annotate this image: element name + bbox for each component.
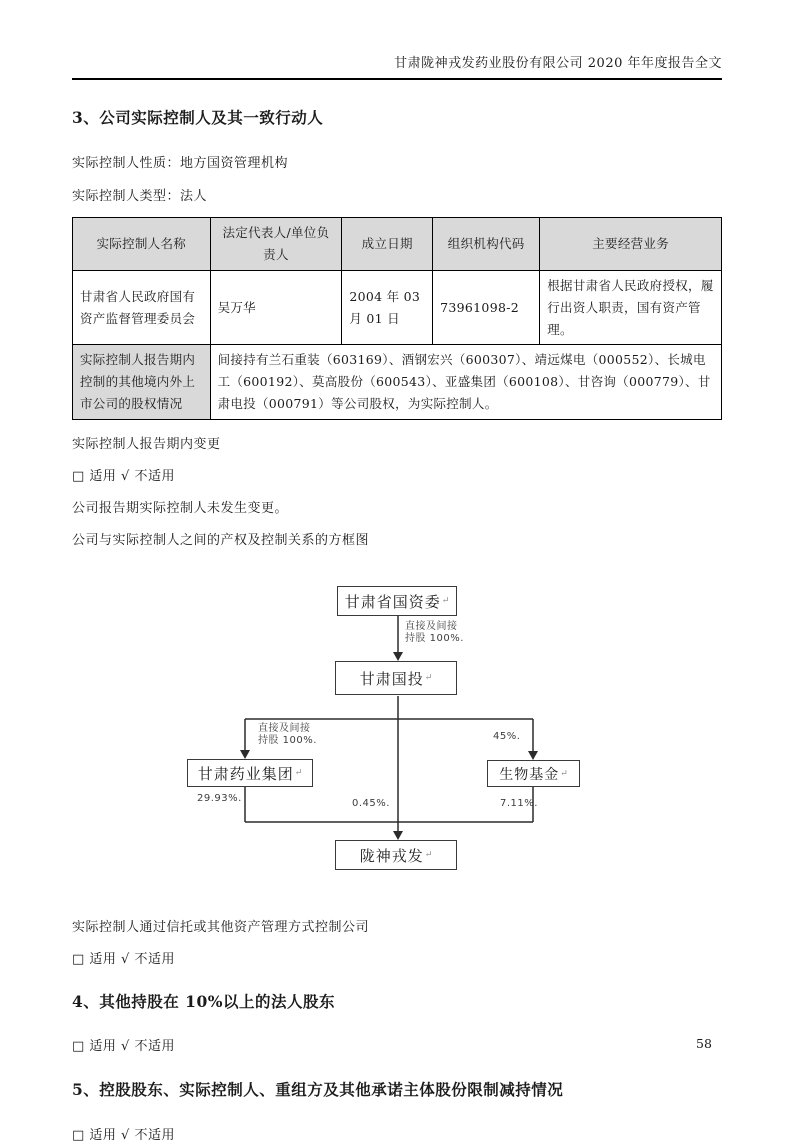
label-line: 直接及间接: [258, 723, 311, 734]
diagram-box-label: 陇神戎发: [359, 846, 424, 865]
col-header-legal-rep: 法定代表人/单位负责人: [210, 218, 342, 271]
applicable-line-2: □ 适用 √ 不适用: [72, 952, 175, 967]
col-header-founding-date: 成立日期: [342, 218, 433, 271]
diagram-label-top-holding: [405, 621, 464, 645]
diagram-label-left-holding: [258, 723, 317, 747]
diagram-label-29-93pct: 29.93%.: [197, 793, 242, 804]
col-header-org-code: 组织机构代码: [433, 218, 540, 271]
section4-heading: 4、其他持股在 10%以上的法人股东: [72, 992, 335, 1011]
col-header-main-business: 主要经营业务: [540, 218, 722, 271]
diagram-box-label: 生物基金: [499, 766, 560, 783]
cell-legal-rep: 吴万华: [210, 270, 342, 345]
cell-controller-name: 甘肃省人民政府国有资产监督管理委员会: [73, 270, 211, 345]
ownership-diagram: [72, 576, 722, 878]
page-number: 58: [696, 1036, 712, 1051]
diagram-label-45pct: 45%.: [493, 731, 521, 742]
return-mark: ↵: [560, 768, 568, 779]
label-line: 直接及间接: [405, 621, 458, 632]
report-header-title: 甘肃陇神戎发药业股份有限公司 2020 年年度报告全文: [72, 52, 722, 80]
return-mark: ↵: [424, 850, 433, 860]
controller-info-table: [72, 217, 722, 420]
return-mark: ↵: [424, 673, 433, 683]
diagram-label-0-45pct: 0.45%.: [352, 798, 390, 809]
return-mark: ↵: [441, 596, 450, 606]
section3-heading: 3、公司实际控制人及其一致行动人: [72, 108, 324, 127]
cell-other-holdings-label: 实际控制人报告期内控制的其他境内外上市公司的股权情况: [73, 345, 211, 420]
no-change-note: 公司报告期实际控制人未发生变更。: [72, 501, 289, 516]
cell-other-holdings-value: 间接持有兰石重装（603169）、酒钢宏兴（600307）、靖远煤电（000552）、长城电工（600192）、莫高股份（600543）、亚盛集团（600108）、甘咨询（000779）、甘肃电投（000791）等公司股权，为实际控制人。: [210, 345, 721, 420]
label-line: 持股 100%.: [258, 735, 317, 746]
return-mark: ↵: [294, 768, 303, 778]
controller-type-line: 实际控制人类型：法人: [72, 189, 208, 204]
table-row: [73, 345, 722, 420]
cell-main-business: 根据甘肃省人民政府授权，履行出资人职责，国有资产管理。: [540, 270, 722, 345]
diagram-box-gansu-guotou: [335, 661, 457, 695]
diagram-connector-lines: [72, 576, 722, 878]
trust-control-label: 实际控制人通过信托或其他资产管理方式控制公司: [72, 920, 370, 935]
diagram-box-gansu-pharma-group: [187, 759, 313, 787]
applicable-line-1: □ 适用 √ 不适用: [72, 469, 175, 484]
section5-heading: 5、控股股东、实际控制人、重组方及其他承诺主体股份限制减持情况: [72, 1080, 564, 1099]
cell-founding-date: 2004 年 03 月 01 日: [342, 270, 433, 345]
diagram-box-label: 甘肃国投: [359, 669, 424, 688]
diagram-box-label: 甘肃省国资委: [344, 592, 441, 611]
controller-nature-line: 实际控制人性质：地方国资管理机构: [72, 156, 289, 171]
applicable-line-3: □ 适用 √ 不适用: [72, 1039, 175, 1054]
table-header-row: [73, 218, 722, 271]
diagram-box-gansu-sasac: [337, 586, 457, 616]
cell-org-code: 73961098-2: [433, 270, 540, 345]
diagram-box-longshenrongfa: [335, 840, 457, 870]
diagram-box-bio-fund: [487, 760, 580, 787]
diagram-caption: 公司与实际控制人之间的产权及控制关系的方框图: [72, 533, 370, 548]
table-row: [73, 270, 722, 345]
diagram-box-label: 甘肃药业集团: [197, 764, 294, 783]
applicable-line-4: □ 适用 √ 不适用: [72, 1128, 175, 1143]
col-header-controller-name: 实际控制人名称: [73, 218, 211, 271]
change-label: 实际控制人报告期内变更: [72, 437, 221, 452]
label-line: 持股 100%.: [405, 633, 464, 644]
diagram-label-7-11pct: 7.11%.: [500, 798, 538, 809]
